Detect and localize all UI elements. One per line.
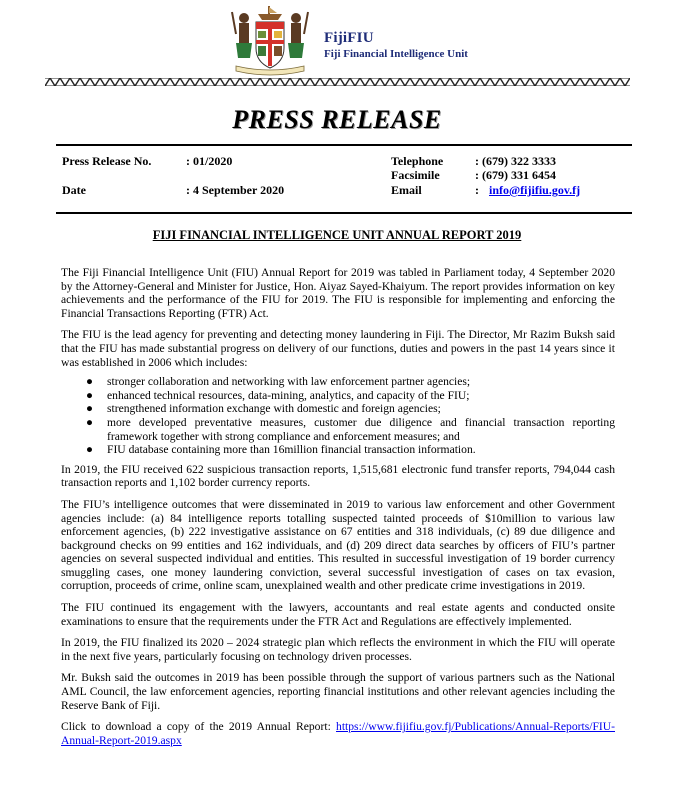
bullet-icon: ● [86, 375, 94, 389]
paragraph-strategic-plan: In 2019, the FIU finalized its 2020 – 2024 strategic plan which reflects the environment in which the FIU will operate in the next five years, particularly focusing on technology driven processes. [61, 636, 615, 663]
paragraph-download [61, 720, 615, 747]
list-item-text: strengthened information exchange with domestic and foreign agencies; [107, 402, 441, 416]
paragraph-partners: Mr. Buksh said the outcomes in 2019 has been possible through the support of various partners such as the National AML Council, the law enforcement agencies, reporting financial institutions and other relevant agencies including the Reserve Bank of Fiji. [61, 671, 615, 712]
paragraph-intelligence-outcomes: The FIU’s intelligence outcomes that were disseminated in 2019 to various law enforcement and other Government agencies include: (a) 84 intelligence reports totalling suspected tainted proceeds of $10million to various law enforcement agencies, (b) 222 investigative assistance on 67 entities and 318 individuals, (c) 89 due diligence and background checks on 99 entities and 162 individuals, and (d) 209 direct data searches by officers of FIU’s partner agencies on several suspected individual and entities. This resulted in successful investigation of 19 border currency smuggling cases, one money laundering conviction, several successful investigation of cases on tax evasion, corruption, proceeds of crime, online scam, unexplained wealth and other predicate crime investigations in 2019. [61, 497, 615, 593]
paragraph-engagement: The FIU continued its engagement with the lawyers, accountants and real estate agents and conducted onsite examinations to ensure that the requirements under the FTR Act and Regulations are effectively implemented. [61, 601, 615, 628]
email-link[interactable]: info@fijifiu.gov.fj [489, 183, 581, 197]
list-item [86, 375, 615, 389]
org-abbreviation: FijiFIU [324, 30, 374, 46]
date-label: Date [62, 183, 86, 197]
list-item [86, 402, 615, 416]
list-item-text: enhanced technical resources, data-mining, analytics, and capacity of the FIU; [107, 388, 470, 402]
paragraph-lead-agency: The FIU is the lead agency for preventing and detecting money laundering in Fiji. The Director, Mr Razim Buksh said that the FIU has made substantial progress on delivery of our functions, duties and powers in the past 14 years since it was established in 2006 which includes: [61, 328, 615, 369]
release-number-label: Press Release No. [62, 154, 152, 168]
organization-branding [324, 30, 468, 60]
date-value: : 4 September 2020 [186, 183, 285, 197]
bullet-icon: ● [86, 388, 94, 402]
press-release-title: PRESS RELEASE [232, 105, 442, 134]
release-number-value: : 01/2020 [186, 154, 233, 168]
list-item-text: FIU database containing more than 16million financial transaction information. [107, 443, 476, 457]
list-item [86, 443, 615, 457]
press-release-body [61, 266, 615, 755]
bullet-icon: ● [86, 443, 94, 457]
tapa-pattern-divider [45, 78, 630, 86]
paragraph-reports-received: In 2019, the FIU received 622 suspicious transaction reports, 1,515,681 electronic fund transfer reports, 794,044 cash transaction reports and 1,102 border currency reports. [61, 462, 615, 490]
telephone-label: Telephone [391, 154, 444, 168]
download-text: Click to download a copy of the 2019 Annual Report: [61, 720, 337, 734]
facsimile-value: : (679) 331 6454 [475, 168, 556, 182]
list-item-text: stronger collaboration and networking with law enforcement partner agencies; [107, 375, 471, 389]
facsimile-label: Facsimile [391, 168, 440, 182]
fiji-coat-of-arms-icon [222, 4, 318, 76]
email-colon: : [475, 183, 479, 197]
list-item-text: more developed preventative measures, customer due diligence and financial transaction reporting framework together with strong compliance and enforcement measures; and [107, 415, 615, 443]
telephone-value: : (679) 322 3333 [475, 154, 556, 168]
paragraph-intro: The Fiji Financial Intelligence Unit (FIU) Annual Report for 2019 was tabled in Parliament today, 4 September 2020 by the Attorney-General and Minister for Justice, Hon. Aiyaz Sayed-Khaiyum. The report provides information on key achievements and the performance of the FIU for 2019. The FIU is responsible for implementing and enforcing the Financial Transactions Reporting (FTR) Act. [61, 266, 615, 320]
list-item [86, 388, 615, 403]
email-label: Email [391, 183, 422, 197]
bullet-icon: ● [86, 415, 94, 429]
bullet-icon: ● [86, 402, 94, 416]
annual-report-link[interactable]: https://www.fijifiu.gov.fj/Publications/Annual-Reports/FIU-Annual-Report-2019.aspx [61, 720, 615, 747]
meta-divider [56, 212, 632, 214]
org-full-name: Fiji Financial Intelligence Unit [324, 48, 468, 60]
headline: FIJI FINANCIAL INTELLIGENCE UNIT ANNUAL REPORT 2019 [152, 228, 522, 242]
achievements-list [61, 375, 615, 457]
list-item [86, 415, 615, 443]
top-divider [56, 144, 632, 146]
